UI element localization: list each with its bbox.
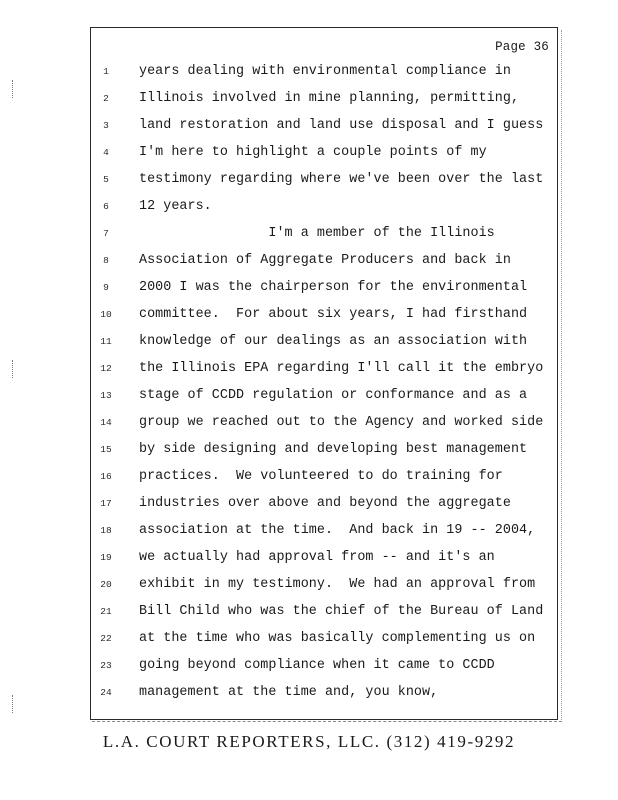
line-number: 23 — [100, 660, 112, 671]
line-number: 15 — [100, 444, 112, 455]
line-number: 10 — [100, 309, 112, 320]
line-number: 17 — [100, 498, 112, 509]
line-number: 8 — [103, 255, 109, 266]
transcript-line: management at the time and, you know, — [139, 685, 439, 700]
line-number: 3 — [103, 120, 109, 131]
line-number: 5 — [103, 174, 109, 185]
transcript-line: practices. We volunteered to do training for — [139, 469, 503, 484]
line-number: 22 — [100, 633, 112, 644]
transcript-line: the Illinois EPA regarding I'll call it the embryo — [139, 361, 544, 376]
line-number: 11 — [100, 336, 112, 347]
transcript-line: going beyond compliance when it came to CCDD — [139, 658, 495, 673]
transcript-line: Bill Child who was the chief of the Bureau of Land — [139, 604, 544, 619]
margin-mark-bottom — [12, 695, 14, 713]
transcript-line: committee. For about six years, I had firsthand — [139, 307, 528, 322]
page-right-edge — [561, 30, 562, 720]
line-number: 16 — [100, 471, 112, 482]
transcript-line: exhibit in my testimony. We had an approval from — [139, 577, 536, 592]
transcript-line: we actually had approval from -- and it's an — [139, 550, 495, 565]
line-number: 7 — [103, 228, 109, 239]
transcript-page — [90, 27, 558, 720]
transcript-line: 12 years. — [139, 199, 212, 214]
line-number: 9 — [103, 282, 109, 293]
transcript-line: I'm a member of the Illinois — [139, 226, 495, 241]
transcript-line: association at the time. And back in 19 -- 2004, — [139, 523, 536, 538]
page-bottom-edge — [92, 718, 562, 722]
line-number: 4 — [103, 147, 109, 158]
transcript-line: group we reached out to the Agency and worked side — [139, 415, 544, 430]
transcript-line: Association of Aggregate Producers and back in — [139, 253, 511, 268]
margin-mark-top — [12, 80, 14, 98]
line-number: 24 — [100, 687, 112, 698]
line-number: 18 — [100, 525, 112, 536]
line-number: 6 — [103, 201, 109, 212]
line-number: 20 — [100, 579, 112, 590]
line-number: 21 — [100, 606, 112, 617]
line-number: 14 — [100, 417, 112, 428]
transcript-line: at the time who was basically complementing us on — [139, 631, 536, 646]
transcript-line: I'm here to highlight a couple points of my — [139, 145, 487, 160]
transcript-line: by side designing and developing best management — [139, 442, 528, 457]
court-reporter-footer: L.A. COURT REPORTERS, LLC. (312) 419-9292 — [102, 732, 516, 751]
page-number: Page 36 — [495, 40, 549, 54]
transcript-line: industries over above and beyond the aggregate — [139, 496, 511, 511]
transcript-line: stage of CCDD regulation or conformance and as a — [139, 388, 528, 403]
transcript-line: knowledge of our dealings as an association with — [139, 334, 528, 349]
transcript-line: years dealing with environmental compliance in — [139, 64, 511, 79]
transcript-line: 2000 I was the chairperson for the environmental — [139, 280, 528, 295]
line-number: 13 — [100, 390, 112, 401]
line-number: 12 — [100, 363, 112, 374]
transcript-line: testimony regarding where we've been over the last — [139, 172, 544, 187]
transcript-line: Illinois involved in mine planning, permitting, — [139, 91, 520, 106]
line-number: 19 — [100, 552, 112, 563]
line-number: 1 — [103, 66, 109, 77]
margin-mark-middle — [12, 360, 14, 378]
transcript-line: land restoration and land use disposal and I guess — [139, 118, 544, 133]
line-number: 2 — [103, 93, 109, 104]
